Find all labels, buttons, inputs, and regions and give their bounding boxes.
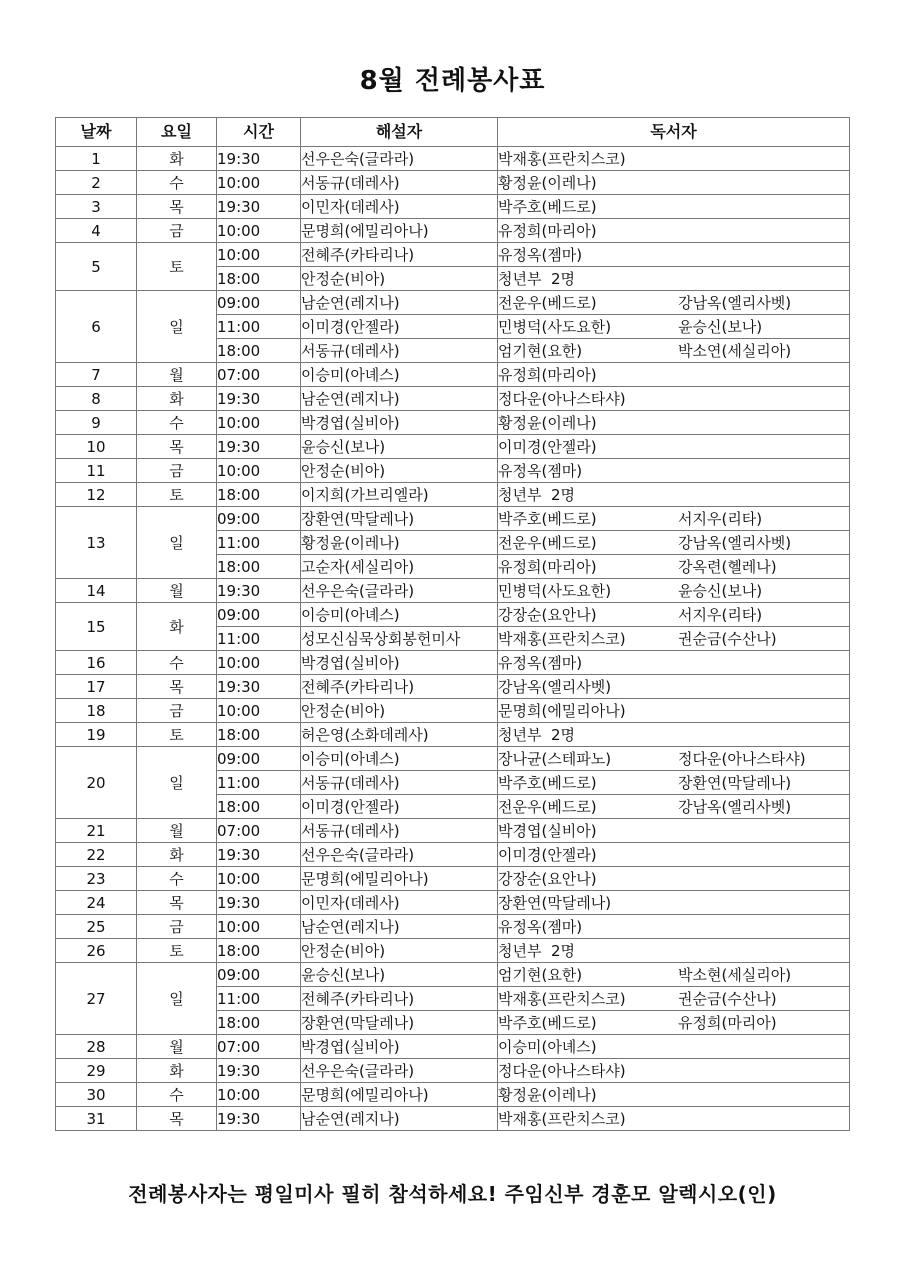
- cell-readers: [498, 771, 850, 795]
- cell-commentator: 황정윤(이레나): [301, 531, 498, 555]
- cell-readers: [498, 483, 850, 507]
- table-row: [56, 1059, 850, 1083]
- cell-commentator: 전혜주(카타리나): [301, 675, 498, 699]
- cell-time: 18:00: [217, 1011, 301, 1035]
- cell-time: 11:00: [217, 627, 301, 651]
- cell-commentator: 남순연(레지나): [301, 387, 498, 411]
- cell-commentator: 선우은숙(글라라): [301, 147, 498, 171]
- header-reader: 독서자: [498, 118, 850, 147]
- cell-time: 19:30: [217, 435, 301, 459]
- cell-commentator: 서동규(데레사): [301, 819, 498, 843]
- cell-time: 11:00: [217, 987, 301, 1011]
- cell-readers: [498, 579, 850, 603]
- reader-primary: 이미경(안젤라): [498, 437, 597, 456]
- cell-readers: [498, 363, 850, 387]
- cell-weekday: 월: [137, 1035, 217, 1059]
- cell-commentator: 안정순(비아): [301, 459, 498, 483]
- reader-secondary: 강옥련(헬레나): [678, 557, 777, 576]
- cell-commentator: 허은영(소화데레사): [301, 723, 498, 747]
- cell-weekday: 수: [137, 651, 217, 675]
- reader-primary: 엄기현(요한): [498, 965, 583, 984]
- reader-secondary: 윤승신(보나): [678, 317, 763, 336]
- table-row: [56, 603, 850, 627]
- cell-date: 6: [56, 291, 137, 363]
- cell-date: 28: [56, 1035, 137, 1059]
- cell-readers: [498, 915, 850, 939]
- cell-date: 12: [56, 483, 137, 507]
- cell-time: 19:30: [217, 675, 301, 699]
- cell-commentator: 박경엽(실비아): [301, 1035, 498, 1059]
- cell-time: 19:30: [217, 147, 301, 171]
- reader-primary: 유정희(마리아): [498, 557, 597, 576]
- cell-time: 10:00: [217, 867, 301, 891]
- table-row: [56, 291, 850, 315]
- header-date: 날짜: [56, 118, 137, 147]
- cell-readers: [498, 627, 850, 651]
- cell-readers: [498, 507, 850, 531]
- reader-primary: 박주호(베드로): [498, 773, 597, 792]
- cell-date: 24: [56, 891, 137, 915]
- cell-date: 19: [56, 723, 137, 747]
- cell-commentator: 남순연(레지나): [301, 915, 498, 939]
- cell-commentator: 서동규(데레사): [301, 339, 498, 363]
- cell-time: 11:00: [217, 315, 301, 339]
- table-row: [56, 171, 850, 195]
- cell-time: 19:30: [217, 1107, 301, 1131]
- cell-date: 23: [56, 867, 137, 891]
- cell-commentator: 전혜주(카타리나): [301, 243, 498, 267]
- cell-date: 27: [56, 963, 137, 1035]
- table-row: [56, 1035, 850, 1059]
- reader-primary: 민병덕(사도요한): [498, 317, 612, 336]
- cell-commentator: 성모신심묵상회봉헌미사: [301, 627, 498, 651]
- cell-date: 22: [56, 843, 137, 867]
- cell-commentator: 서동규(데레사): [301, 171, 498, 195]
- cell-time: 10:00: [217, 651, 301, 675]
- cell-date: 15: [56, 603, 137, 651]
- cell-time: 09:00: [217, 963, 301, 987]
- cell-readers: [498, 603, 850, 627]
- cell-commentator: 안정순(비아): [301, 699, 498, 723]
- cell-weekday: 목: [137, 675, 217, 699]
- cell-readers: [498, 1083, 850, 1107]
- table-row: [56, 915, 850, 939]
- cell-readers: [498, 171, 850, 195]
- cell-commentator: 장환연(막달레나): [301, 1011, 498, 1035]
- cell-readers: [498, 555, 850, 579]
- cell-readers: [498, 243, 850, 267]
- reader-primary: 민병덕(사도요한): [498, 581, 612, 600]
- reader-primary: 청년부 2명: [498, 941, 576, 960]
- cell-weekday: 금: [137, 699, 217, 723]
- cell-time: 19:30: [217, 843, 301, 867]
- cell-weekday: 토: [137, 723, 217, 747]
- cell-commentator: 문명희(에밀리아나): [301, 219, 498, 243]
- reader-primary: 박재홍(프란치스코): [498, 1109, 626, 1128]
- cell-time: 09:00: [217, 291, 301, 315]
- table-row: [56, 579, 850, 603]
- cell-date: 17: [56, 675, 137, 699]
- cell-time: 11:00: [217, 771, 301, 795]
- table-header-row: [56, 118, 850, 147]
- reader-primary: 장나균(스테파노): [498, 749, 612, 768]
- reader-primary: 박주호(베드로): [498, 197, 597, 216]
- reader-primary: 엄기현(요한): [498, 341, 583, 360]
- cell-time: 18:00: [217, 795, 301, 819]
- cell-weekday: 일: [137, 747, 217, 819]
- table-row: [56, 867, 850, 891]
- cell-weekday: 토: [137, 939, 217, 963]
- reader-secondary: 강남옥(엘리사벳): [678, 533, 792, 552]
- reader-secondary: 박소현(세실리아): [678, 965, 792, 984]
- table-row: [56, 819, 850, 843]
- reader-primary: 유정옥(젬마): [498, 917, 583, 936]
- table-row: [56, 387, 850, 411]
- cell-time: 19:30: [217, 387, 301, 411]
- table-row: [56, 891, 850, 915]
- cell-commentator: 박경엽(실비아): [301, 411, 498, 435]
- reader-secondary: 강남옥(엘리사벳): [678, 293, 792, 312]
- cell-date: 13: [56, 507, 137, 579]
- reader-primary: 유정희(마리아): [498, 221, 597, 240]
- table-row: [56, 435, 850, 459]
- cell-date: 5: [56, 243, 137, 291]
- cell-time: 09:00: [217, 507, 301, 531]
- cell-commentator: 서동규(데레사): [301, 771, 498, 795]
- reader-primary: 청년부 2명: [498, 485, 576, 504]
- reader-primary: 유정희(마리아): [498, 365, 597, 384]
- cell-weekday: 화: [137, 603, 217, 651]
- cell-readers: [498, 147, 850, 171]
- table-row: [56, 219, 850, 243]
- cell-commentator: 선우은숙(글라라): [301, 1059, 498, 1083]
- cell-time: 07:00: [217, 363, 301, 387]
- table-row: [56, 939, 850, 963]
- table-row: [56, 675, 850, 699]
- table-row: [56, 1083, 850, 1107]
- cell-readers: [498, 987, 850, 1011]
- cell-commentator: 안정순(비아): [301, 267, 498, 291]
- cell-weekday: 목: [137, 435, 217, 459]
- cell-commentator: 선우은숙(글라라): [301, 579, 498, 603]
- table-row: [56, 411, 850, 435]
- cell-readers: [498, 459, 850, 483]
- cell-weekday: 수: [137, 171, 217, 195]
- cell-date: 16: [56, 651, 137, 675]
- cell-date: 10: [56, 435, 137, 459]
- cell-date: 11: [56, 459, 137, 483]
- cell-weekday: 일: [137, 291, 217, 363]
- cell-time: 10:00: [217, 243, 301, 267]
- cell-commentator: 안정순(비아): [301, 939, 498, 963]
- reader-primary: 문명희(에밀리아나): [498, 701, 626, 720]
- cell-commentator: 이승미(아녜스): [301, 363, 498, 387]
- cell-weekday: 목: [137, 1107, 217, 1131]
- reader-secondary: 장환연(막달레나): [678, 773, 792, 792]
- reader-primary: 전운우(베드로): [498, 293, 597, 312]
- cell-weekday: 토: [137, 483, 217, 507]
- cell-time: 18:00: [217, 483, 301, 507]
- table-row: [56, 963, 850, 987]
- reader-primary: 박재홍(프란치스코): [498, 989, 626, 1008]
- reader-primary: 박재홍(프란치스코): [498, 629, 626, 648]
- cell-commentator: 윤승신(보나): [301, 435, 498, 459]
- table-row: [56, 363, 850, 387]
- table-row: [56, 723, 850, 747]
- cell-time: 18:00: [217, 723, 301, 747]
- cell-time: 07:00: [217, 819, 301, 843]
- cell-commentator: 남순연(레지나): [301, 1107, 498, 1131]
- cell-weekday: 목: [137, 891, 217, 915]
- schedule-table: [55, 117, 850, 1131]
- cell-time: 19:30: [217, 1059, 301, 1083]
- cell-readers: [498, 291, 850, 315]
- cell-weekday: 일: [137, 963, 217, 1035]
- table-body: [56, 147, 850, 1131]
- cell-readers: [498, 1011, 850, 1035]
- cell-commentator: 이민자(데레사): [301, 195, 498, 219]
- cell-commentator: 이지희(가브리엘라): [301, 483, 498, 507]
- cell-weekday: 월: [137, 819, 217, 843]
- reader-primary: 강남옥(엘리사벳): [498, 677, 612, 696]
- table-row: [56, 483, 850, 507]
- table-row: [56, 147, 850, 171]
- cell-readers: [498, 675, 850, 699]
- reader-primary: 정다운(아나스타샤): [498, 1061, 626, 1080]
- cell-readers: [498, 435, 850, 459]
- reader-primary: 박주호(베드로): [498, 1013, 597, 1032]
- cell-date: 29: [56, 1059, 137, 1083]
- reader-primary: 강장순(요안나): [498, 869, 597, 888]
- reader-primary: 장환연(막달레나): [498, 893, 612, 912]
- table-row: [56, 1107, 850, 1131]
- reader-secondary: 유정희(마리아): [678, 1013, 777, 1032]
- reader-secondary: 윤승신(보나): [678, 581, 763, 600]
- cell-commentator: 이미경(안젤라): [301, 315, 498, 339]
- cell-weekday: 토: [137, 243, 217, 291]
- cell-readers: [498, 891, 850, 915]
- cell-date: 8: [56, 387, 137, 411]
- reader-secondary: 서지우(리타): [678, 605, 763, 624]
- cell-time: 19:30: [217, 579, 301, 603]
- header-commentator: 해설자: [301, 118, 498, 147]
- reader-secondary: 서지우(리타): [678, 509, 763, 528]
- cell-weekday: 일: [137, 507, 217, 579]
- cell-readers: [498, 267, 850, 291]
- cell-weekday: 화: [137, 147, 217, 171]
- table-row: [56, 195, 850, 219]
- cell-time: 10:00: [217, 411, 301, 435]
- cell-readers: [498, 219, 850, 243]
- cell-commentator: 이민자(데레사): [301, 891, 498, 915]
- cell-date: 9: [56, 411, 137, 435]
- cell-time: 10:00: [217, 171, 301, 195]
- cell-readers: [498, 315, 850, 339]
- cell-readers: [498, 747, 850, 771]
- cell-time: 10:00: [217, 1083, 301, 1107]
- reader-secondary: 강남옥(엘리사벳): [678, 797, 792, 816]
- cell-readers: [498, 963, 850, 987]
- cell-readers: [498, 843, 850, 867]
- cell-weekday: 수: [137, 1083, 217, 1107]
- cell-readers: [498, 939, 850, 963]
- cell-date: 31: [56, 1107, 137, 1131]
- cell-readers: [498, 651, 850, 675]
- cell-weekday: 화: [137, 843, 217, 867]
- reader-primary: 황정윤(이레나): [498, 173, 597, 192]
- page-title: 8월 전례봉사표: [359, 66, 546, 96]
- cell-date: 14: [56, 579, 137, 603]
- cell-date: 4: [56, 219, 137, 243]
- cell-readers: [498, 339, 850, 363]
- cell-date: 20: [56, 747, 137, 819]
- table-row: [56, 747, 850, 771]
- cell-weekday: 월: [137, 579, 217, 603]
- cell-commentator: 이승미(아녜스): [301, 747, 498, 771]
- cell-date: 30: [56, 1083, 137, 1107]
- cell-weekday: 금: [137, 915, 217, 939]
- table-row: [56, 843, 850, 867]
- reader-primary: 강장순(요안나): [498, 605, 597, 624]
- cell-time: 09:00: [217, 747, 301, 771]
- cell-readers: [498, 819, 850, 843]
- reader-primary: 유정옥(젬마): [498, 461, 583, 480]
- reader-primary: 황정윤(이레나): [498, 413, 597, 432]
- cell-commentator: 고순자(세실리아): [301, 555, 498, 579]
- reader-primary: 박재홍(프란치스코): [498, 149, 626, 168]
- cell-time: 10:00: [217, 459, 301, 483]
- reader-secondary: 권순금(수산나): [678, 629, 777, 648]
- cell-time: 11:00: [217, 531, 301, 555]
- cell-time: 07:00: [217, 1035, 301, 1059]
- cell-readers: [498, 795, 850, 819]
- cell-commentator: 남순연(레지나): [301, 291, 498, 315]
- reader-secondary: 권순금(수산나): [678, 989, 777, 1008]
- reader-secondary: 박소연(세실리아): [678, 341, 792, 360]
- cell-commentator: 박경엽(실비아): [301, 651, 498, 675]
- table-row: [56, 507, 850, 531]
- table-row: [56, 651, 850, 675]
- reader-primary: 전운우(베드로): [498, 533, 597, 552]
- cell-date: 1: [56, 147, 137, 171]
- cell-date: 26: [56, 939, 137, 963]
- cell-commentator: 장환연(막달레나): [301, 507, 498, 531]
- cell-weekday: 화: [137, 1059, 217, 1083]
- reader-primary: 청년부 2명: [498, 725, 576, 744]
- cell-time: 18:00: [217, 339, 301, 363]
- reader-primary: 황정윤(이레나): [498, 1085, 597, 1104]
- reader-primary: 이승미(아녜스): [498, 1037, 597, 1056]
- cell-date: 18: [56, 699, 137, 723]
- reader-primary: 이미경(안젤라): [498, 845, 597, 864]
- cell-commentator: 전혜주(카타리나): [301, 987, 498, 1011]
- cell-commentator: 이승미(아녜스): [301, 603, 498, 627]
- cell-commentator: 문명희(에밀리아나): [301, 1083, 498, 1107]
- cell-time: 18:00: [217, 267, 301, 291]
- reader-secondary: 정다운(아나스타샤): [678, 749, 806, 768]
- cell-commentator: 문명희(에밀리아나): [301, 867, 498, 891]
- table-row: [56, 699, 850, 723]
- cell-weekday: 월: [137, 363, 217, 387]
- cell-weekday: 금: [137, 459, 217, 483]
- cell-date: 7: [56, 363, 137, 387]
- cell-readers: [498, 531, 850, 555]
- cell-commentator: 윤승신(보나): [301, 963, 498, 987]
- cell-time: 10:00: [217, 915, 301, 939]
- table-row: [56, 459, 850, 483]
- cell-time: 18:00: [217, 555, 301, 579]
- cell-weekday: 수: [137, 867, 217, 891]
- cell-commentator: 선우은숙(글라라): [301, 843, 498, 867]
- cell-readers: [498, 867, 850, 891]
- reader-primary: 유정옥(젬마): [498, 245, 583, 264]
- cell-weekday: 화: [137, 387, 217, 411]
- cell-readers: [498, 411, 850, 435]
- cell-time: 19:30: [217, 891, 301, 915]
- cell-readers: [498, 723, 850, 747]
- cell-readers: [498, 387, 850, 411]
- table-row: [56, 243, 850, 267]
- cell-readers: [498, 699, 850, 723]
- cell-time: 09:00: [217, 603, 301, 627]
- reader-primary: 유정옥(젬마): [498, 653, 583, 672]
- reader-primary: 박주호(베드로): [498, 509, 597, 528]
- cell-readers: [498, 1107, 850, 1131]
- cell-weekday: 목: [137, 195, 217, 219]
- cell-date: 2: [56, 171, 137, 195]
- reader-primary: 전운우(베드로): [498, 797, 597, 816]
- cell-date: 25: [56, 915, 137, 939]
- footer-note: 전례봉사자는 평일미사 필히 참석하세요! 주임신부 경훈모 알렉시오(인): [128, 1182, 777, 1206]
- cell-weekday: 수: [137, 411, 217, 435]
- cell-commentator: 이미경(안젤라): [301, 795, 498, 819]
- cell-time: 10:00: [217, 219, 301, 243]
- cell-time: 18:00: [217, 939, 301, 963]
- cell-date: 3: [56, 195, 137, 219]
- cell-readers: [498, 1059, 850, 1083]
- reader-primary: 정다운(아나스타샤): [498, 389, 626, 408]
- cell-time: 10:00: [217, 699, 301, 723]
- cell-date: 21: [56, 819, 137, 843]
- reader-primary: 박경엽(실비아): [498, 821, 597, 840]
- cell-time: 19:30: [217, 195, 301, 219]
- cell-readers: [498, 195, 850, 219]
- reader-primary: 청년부 2명: [498, 269, 576, 288]
- cell-weekday: 금: [137, 219, 217, 243]
- cell-readers: [498, 1035, 850, 1059]
- header-day: 요일: [137, 118, 217, 147]
- header-time: 시간: [217, 118, 301, 147]
